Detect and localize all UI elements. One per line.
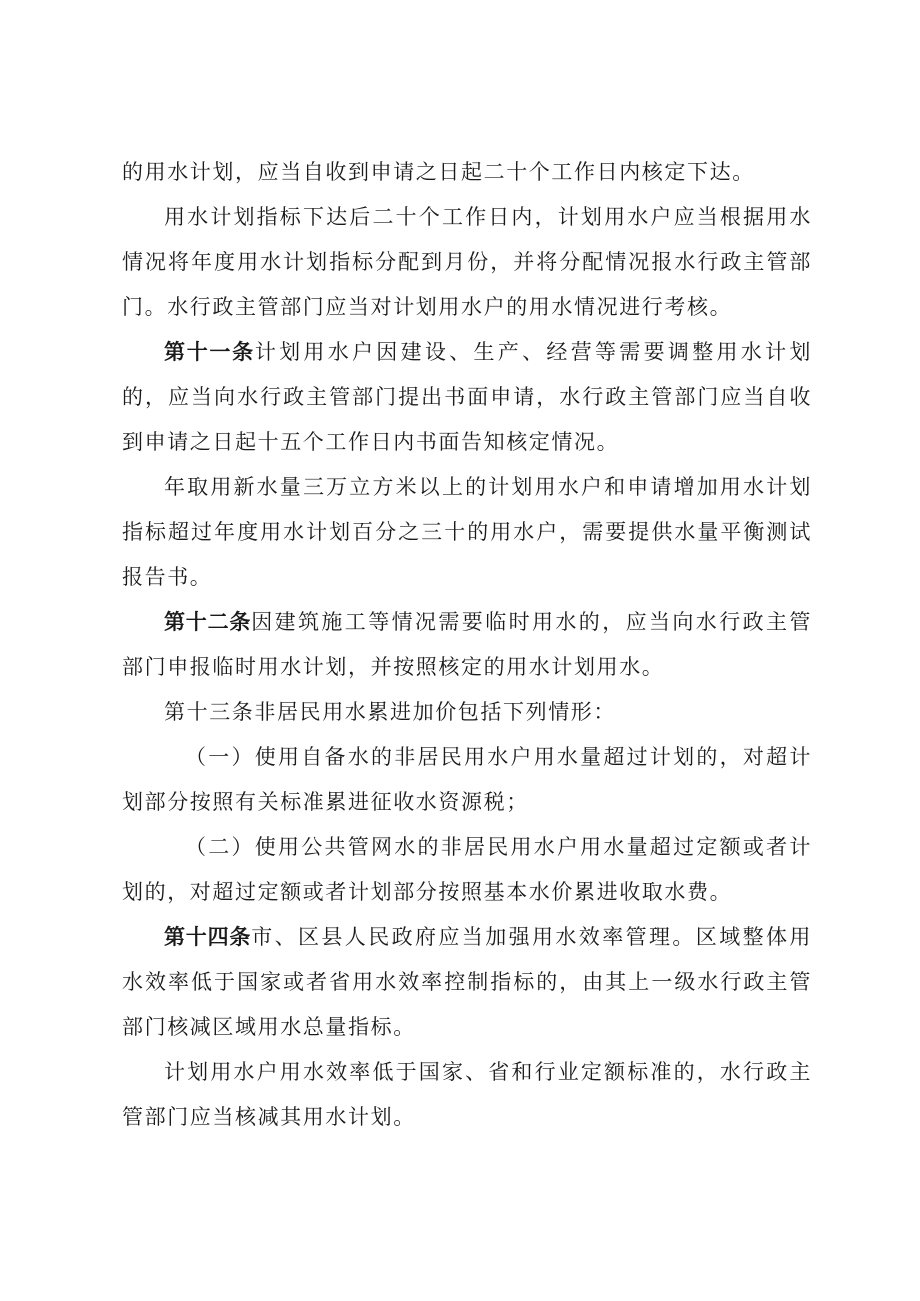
article-14 xyxy=(122,915,812,1050)
paragraph-text: 第十三条非居民用水累进加价包括下列情形： xyxy=(164,700,616,724)
article-number: 第十一条 xyxy=(164,340,255,364)
paragraph-text: 计划用水户因建设、生产、经营等需要调整用水计划的，应当向水行政主管部门提出书面申请，水行政主管部门应当自收到申请之日起十五个工作日内书面告知核定情况。 xyxy=(122,340,812,454)
paragraph-text: 计划用水户用水效率低于国家、省和行业定额标准的，水行政主管部门应当核减其用水计划。 xyxy=(122,1060,812,1129)
paragraph-efficiency-reduction xyxy=(122,1050,812,1140)
paragraph-water-balance xyxy=(122,465,812,600)
article-12 xyxy=(122,600,812,690)
article-13-item-2 xyxy=(122,825,812,915)
article-13-item-1 xyxy=(122,735,812,825)
paragraph-text: 用水计划指标下达后二十个工作日内，计划用水户应当根据用水情况将年度用水计划指标分配到月份，并将分配情况报水行政主管部门。水行政主管部门应当对计划用水户的用水情况进行考核。 xyxy=(122,205,812,319)
paragraph-text: 因建筑施工等情况需要临时用水的，应当向水行政主管部门申报临时用水计划，并按照核定的用水计划用水。 xyxy=(122,610,812,679)
article-13 xyxy=(122,690,812,735)
article-number: 第十四条 xyxy=(164,925,252,949)
paragraph-text: （二）使用公共管网水的非居民用水户用水量超过定额或者计划的，对超过定额或者计划部分按照基本水价累进收取水费。 xyxy=(122,835,812,904)
document-body xyxy=(122,150,812,1140)
paragraph-continuation xyxy=(122,150,812,195)
paragraph-plan-allocation xyxy=(122,195,812,330)
paragraph-text: 市、区县人民政府应当加强用水效率管理。区域整体用水效率低于国家或者省用水效率控制指标的，由其上一级水行政主管部门核减区域用水总量指标。 xyxy=(122,925,812,1039)
paragraph-text: 的用水计划，应当自收到申请之日起二十个工作日内核定下达。 xyxy=(122,160,755,184)
article-11 xyxy=(122,330,812,465)
article-number: 第十二条 xyxy=(164,610,252,634)
paragraph-text: 年取用新水量三万立方米以上的计划用水户和申请增加用水计划指标超过年度用水计划百分之三十的用水户，需要提供水量平衡测试报告书。 xyxy=(122,475,812,589)
paragraph-text: （一）使用自备水的非居民用水户用水量超过计划的，对超计划部分按照有关标准累进征收水资源税； xyxy=(122,745,812,814)
